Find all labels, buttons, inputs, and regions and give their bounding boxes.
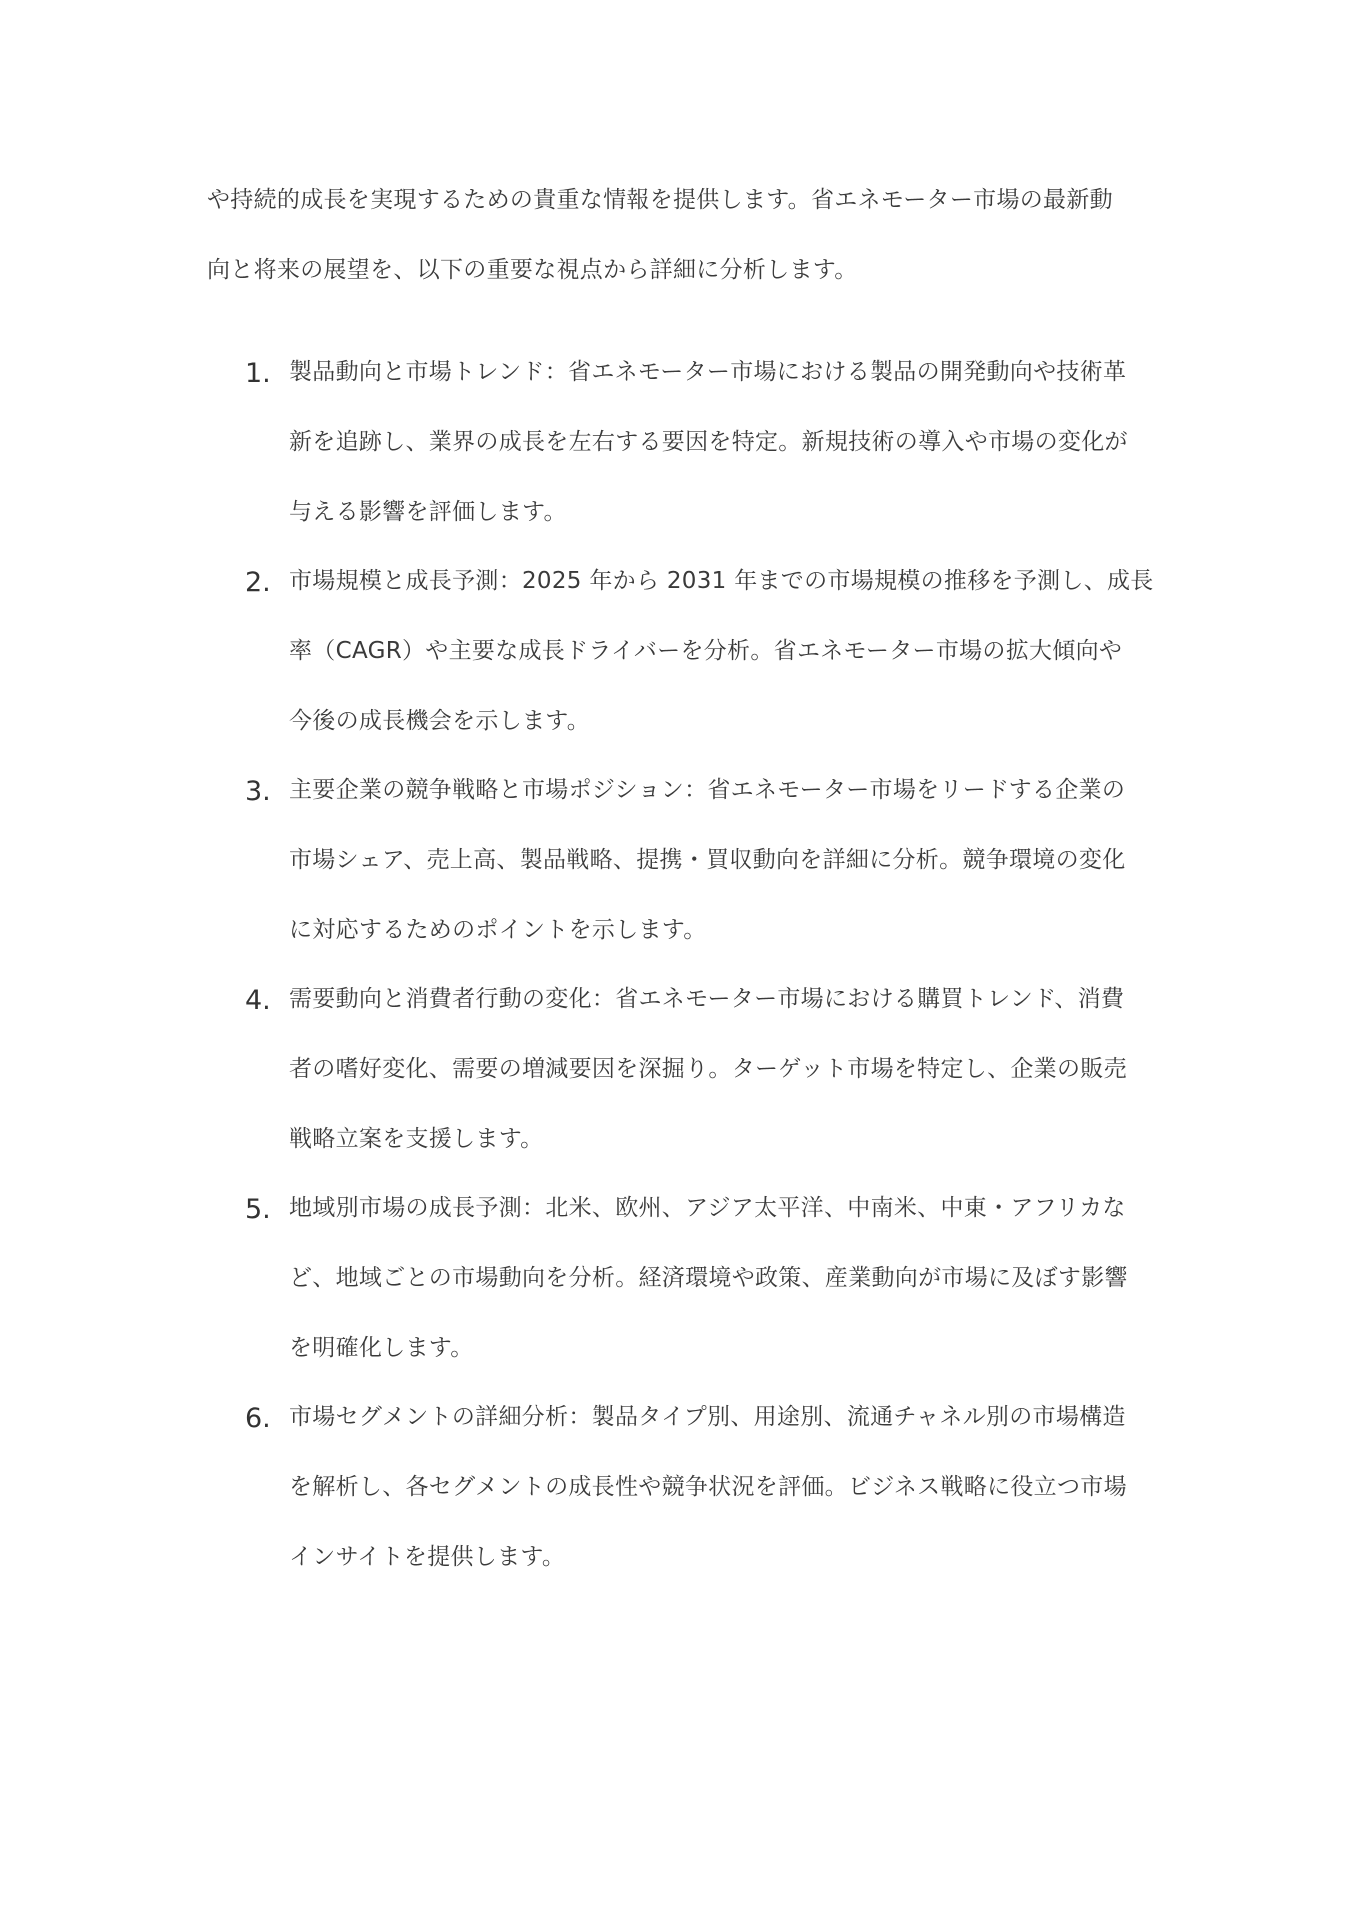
list-item-number: 2. <box>245 567 271 598</box>
list-item-line: 者の嗜好変化、需要の増減要因を深掘り。ターゲット市場を特定し、企業の販売 <box>289 1056 1127 1082</box>
list-item-line: 与える影響を評価します。 <box>289 499 567 525</box>
intro-paragraph <box>207 180 1167 320</box>
list-item-line: に対応するためのポイントを示します。 <box>289 917 707 943</box>
list-item-line: 主要企業の競争戦略と市場ポジション：省エネモーター市場をリードする企業の <box>289 777 1126 803</box>
list-item-line: 今後の成長機会を示します。 <box>289 708 591 734</box>
list-item-line: を解析し、各セグメントの成長性や競争状況を評価。ビジネス戦略に役立つ市場 <box>289 1474 1127 1500</box>
intro-line: や持続的成長を実現するための貴重な情報を提供します。省エネモーター市場の最新動 <box>207 187 1113 213</box>
list-item <box>0 1397 1358 1568</box>
list-item-text <box>289 561 1169 732</box>
list-item-line: 需要動向と消費者行動の変化：省エネモーター市場における購買トレンド、消費 <box>289 986 1125 1012</box>
list-item-line: 製品動向と市場トレンド：省エネモーター市場における製品の開発動向や技術革 <box>289 359 1127 385</box>
list-item-number: 4. <box>245 985 271 1016</box>
list-item-text <box>289 1397 1169 1568</box>
list-item-line: を明確化します。 <box>289 1335 474 1361</box>
list-item-line: インサイトを提供します。 <box>289 1544 566 1570</box>
list-item-number: 3. <box>245 776 271 807</box>
list-item-line: ど、地域ごとの市場動向を分析。経済環境や政策、産業動向が市場に及ぼす影響 <box>289 1265 1128 1291</box>
list-item <box>0 1188 1358 1359</box>
list-item-number: 1. <box>245 358 271 389</box>
list-item <box>0 770 1358 941</box>
list-item-text <box>289 1188 1169 1359</box>
list-item-line: 地域別市場の成長予測：北米、欧州、アジア太平洋、中南米、中東・アフリカな <box>289 1195 1126 1221</box>
list-item <box>0 352 1358 523</box>
list-item <box>0 979 1358 1150</box>
list-item-line: 市場セグメントの詳細分析：製品タイプ別、用途別、流通チャネル別の市場構造 <box>289 1404 1126 1430</box>
list-item-text <box>289 352 1169 523</box>
list-item-text <box>289 979 1169 1150</box>
list-item-line: 率（CAGR）や主要な成長ドライバーを分析。省エネモーター市場の拡大傾向や <box>289 638 1123 664</box>
list-item-line: 市場シェア、売上高、製品戦略、提携・買収動向を詳細に分析。競争環境の変化 <box>289 847 1126 873</box>
list-item-line: 戦略立案を支援します。 <box>289 1126 544 1152</box>
list-item-number: 6. <box>245 1403 271 1434</box>
list-item-line: 新を追跡し、業界の成長を左右する要因を特定。新規技術の導入や市場の変化が <box>289 429 1128 455</box>
list-item <box>0 561 1358 732</box>
intro-line: 向と将来の展望を、以下の重要な視点から詳細に分析します。 <box>207 257 858 283</box>
list-item-number: 5. <box>245 1194 271 1225</box>
analysis-points-list <box>0 352 1358 1606</box>
list-item-text <box>289 770 1169 941</box>
list-item-line: 市場規模と成長予測：2025 年から 2031 年までの市場規模の推移を予測し、成長 <box>289 568 1154 594</box>
